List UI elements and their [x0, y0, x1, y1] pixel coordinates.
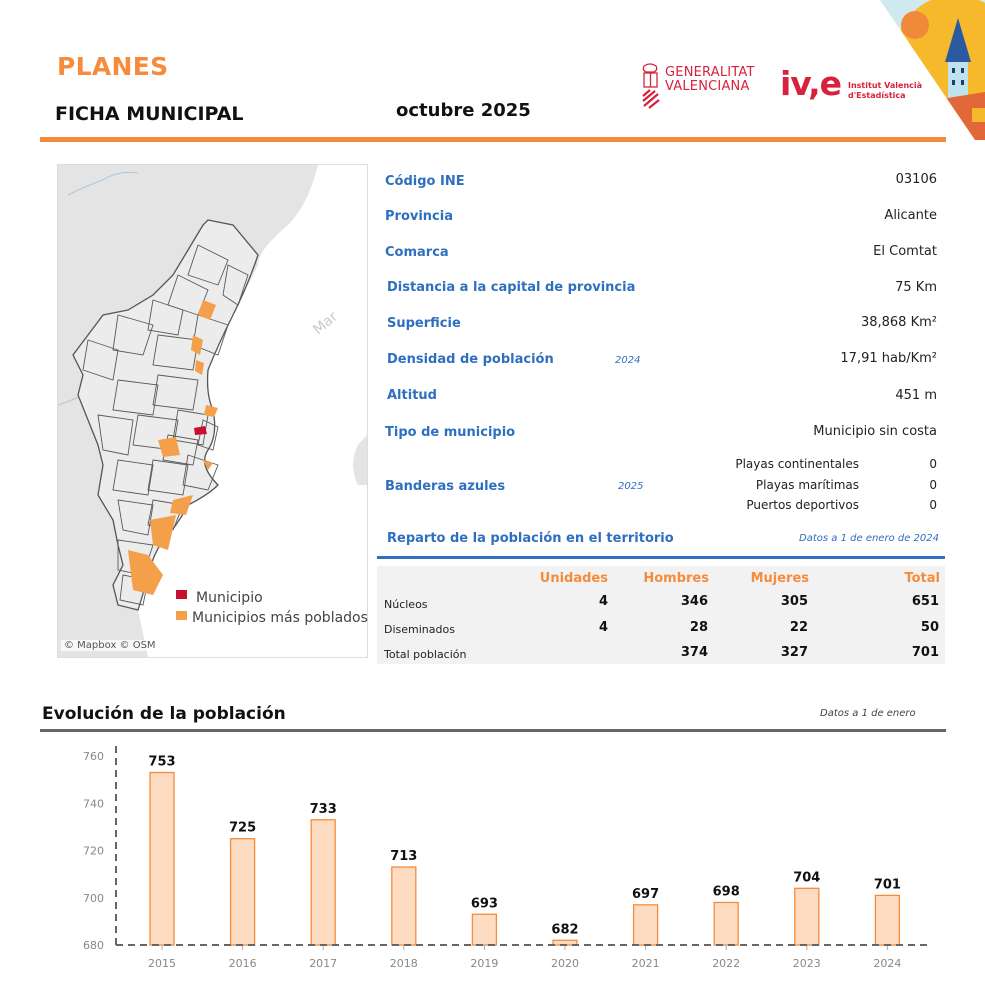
bar-value-label: 725	[229, 820, 257, 836]
label-distancia: Distancia a la capital de provincia	[387, 280, 636, 295]
label-provincia: Provincia	[385, 209, 453, 224]
bar-value-label: 733	[309, 801, 337, 817]
row-label: Núcleos	[384, 598, 428, 611]
x-tick-label: 2021	[631, 957, 660, 970]
chart-title: Evolución de la población	[42, 704, 286, 724]
municipality-name: PLANES	[57, 52, 169, 81]
banderas-value-maritimas: 0	[929, 478, 937, 492]
banderas-label-puertos: Puertos deportivos	[746, 498, 859, 512]
value-densidad: 17,91 hab/Km²	[840, 351, 937, 366]
cell-total: 651	[911, 594, 939, 609]
map-credit[interactable]: © Mapbox © OSM	[61, 640, 159, 651]
ive-logo-mark: iv,e	[780, 64, 842, 103]
y-tick-label: 680	[83, 939, 104, 952]
row-label: Total población	[384, 648, 467, 661]
value-comarca: El Comtat	[873, 244, 937, 259]
x-tick-label: 2022	[712, 957, 741, 970]
corner-illustration-icon	[840, 0, 985, 140]
banderas-value-puertos: 0	[929, 498, 937, 512]
document-date: octubre 2025	[396, 100, 531, 121]
y-tick-label: 740	[83, 797, 104, 811]
cell-hombres: 28	[689, 620, 708, 635]
label-banderas-azules: Banderas azules	[385, 479, 506, 494]
bar	[150, 773, 174, 945]
bar	[714, 902, 738, 945]
x-tick-label: 2019	[470, 957, 499, 970]
reparto-note: Datos a 1 de enero de 2024	[799, 533, 939, 544]
cell-mujeres: 22	[789, 620, 808, 635]
y-tick-label: 700	[83, 891, 104, 905]
sea-label: Mar	[310, 308, 341, 339]
reparto-title: Reparto de la población en el territorio	[387, 531, 674, 546]
year-banderas-azules: 2025	[618, 481, 644, 492]
bar-value-label: 701	[873, 877, 901, 893]
x-tick-label: 2017	[309, 957, 338, 970]
col-header-hombres: Hombres	[643, 571, 709, 586]
bar-value-label: 713	[390, 849, 418, 865]
population-bar-chart	[0, 735, 985, 985]
col-header-total: Total	[904, 571, 940, 586]
bar-value-label: 704	[793, 870, 821, 886]
bar	[634, 905, 658, 945]
y-tick-label: 720	[83, 844, 104, 858]
year-densidad: 2024	[615, 355, 641, 366]
reparto-divider	[377, 556, 945, 559]
legend-label-mas-poblados: Municipios más poblados	[192, 610, 368, 626]
generalitat-logo	[665, 66, 755, 94]
x-tick-label: 2024	[873, 957, 902, 970]
cell-hombres: 374	[680, 645, 708, 660]
ive-line2: d'Estadística	[848, 91, 906, 100]
header-divider	[40, 137, 946, 142]
col-header-mujeres: Mujeres	[750, 571, 809, 586]
row-label: Diseminados	[384, 623, 455, 636]
label-superficie: Superficie	[387, 316, 461, 331]
bar	[875, 895, 899, 945]
map-canvas	[58, 165, 367, 657]
legend-swatch-municipio	[176, 590, 187, 599]
cell-mujeres: 327	[780, 645, 808, 660]
bar	[392, 867, 416, 945]
bar	[311, 820, 335, 945]
col-header-unidades: Unidades	[539, 571, 608, 586]
label-tipo-municipio: Tipo de municipio	[385, 425, 516, 440]
generalitat-line2: VALENCIANA	[665, 79, 750, 94]
x-tick-label: 2015	[148, 957, 176, 970]
label-altitud: Altitud	[387, 388, 437, 403]
bar-value-label: 753	[148, 754, 176, 770]
y-tick-label: 760	[83, 750, 104, 763]
value-tipo-municipio: Municipio sin costa	[813, 424, 937, 439]
cell-mujeres: 305	[780, 594, 808, 609]
bar-value-label: 693	[470, 896, 498, 912]
cell-total: 50	[920, 620, 939, 635]
ive-line1: Institut Valencià	[848, 81, 923, 90]
bar	[472, 914, 496, 945]
cell-total: 701	[911, 645, 939, 660]
bar-value-label: 698	[712, 884, 740, 900]
x-tick-label: 2018	[389, 957, 418, 970]
value-distancia: 75 Km	[895, 280, 937, 295]
bar	[795, 888, 819, 945]
legend-label-municipio: Municipio	[196, 590, 263, 606]
bar	[231, 839, 255, 945]
banderas-value-continentales: 0	[929, 457, 937, 471]
value-superficie: 38,868 Km²	[860, 315, 937, 330]
banderas-label-continentales: Playas continentales	[735, 457, 859, 471]
generalitat-crest-icon	[640, 62, 662, 110]
legend-swatch-mas-poblados	[176, 611, 187, 620]
value-provincia: Alicante	[884, 208, 937, 223]
banderas-label-maritimas: Playas marítimas	[755, 478, 859, 492]
x-tick-label: 2016	[228, 957, 257, 970]
document-subtitle: FICHA MUNICIPAL	[55, 103, 244, 125]
label-comarca: Comarca	[385, 245, 449, 260]
value-altitud: 451 m	[895, 388, 937, 403]
label-codigo-ine: Código INE	[385, 174, 465, 189]
x-tick-label: 2020	[551, 957, 579, 970]
cell-unidades: 4	[598, 594, 608, 609]
region-map[interactable]	[57, 164, 368, 658]
chart-divider	[40, 729, 946, 732]
label-densidad: Densidad de población	[387, 352, 554, 367]
x-tick-label: 2023	[792, 957, 821, 970]
bar-value-label: 682	[551, 922, 579, 938]
value-codigo-ine: 03106	[895, 172, 937, 187]
bar-value-label: 697	[632, 886, 660, 902]
generalitat-line1: GENERALITAT	[665, 65, 755, 80]
chart-note: Datos a 1 de enero	[820, 708, 916, 719]
cell-unidades: 4	[598, 620, 608, 635]
cell-hombres: 346	[680, 594, 708, 609]
